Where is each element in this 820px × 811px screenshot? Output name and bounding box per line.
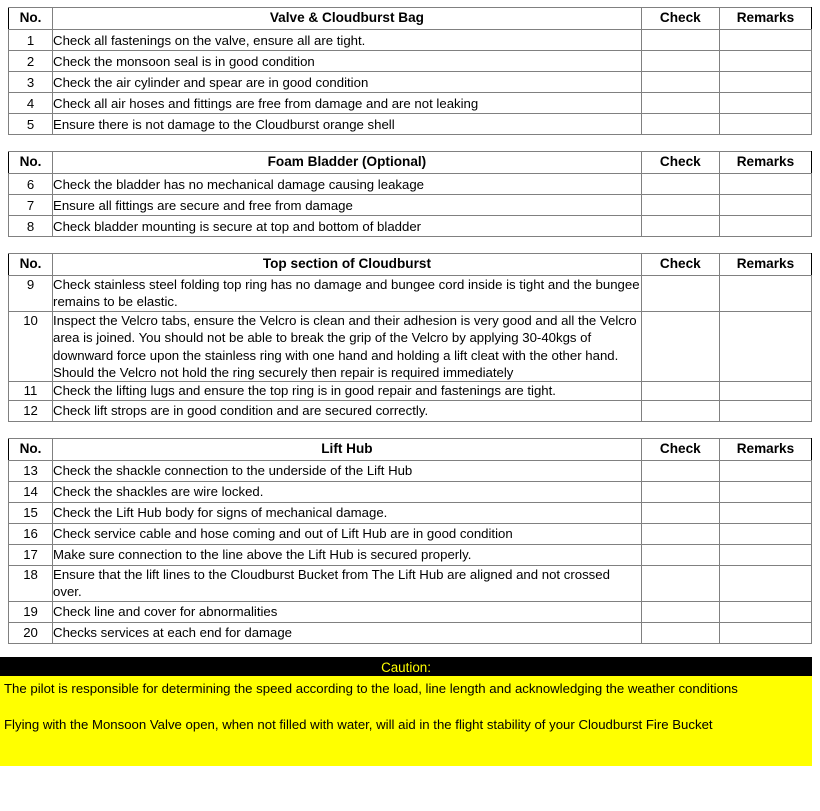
table-row xyxy=(9,502,812,523)
row-check-cell[interactable] xyxy=(641,195,719,216)
column-header-check: Check xyxy=(641,438,719,460)
caution-body xyxy=(0,676,812,766)
table-header-row xyxy=(9,152,812,174)
column-header-remarks: Remarks xyxy=(719,438,811,460)
row-check-cell[interactable] xyxy=(641,216,719,237)
table-spacer xyxy=(8,237,812,253)
caution-block xyxy=(0,657,820,766)
row-number: 20 xyxy=(9,622,53,643)
checklist-table xyxy=(8,253,812,422)
row-remarks-cell[interactable] xyxy=(719,481,811,502)
row-remarks-cell[interactable] xyxy=(719,460,811,481)
row-number: 15 xyxy=(9,502,53,523)
table-row xyxy=(9,382,812,400)
column-header-no: No. xyxy=(9,438,53,460)
column-header-check: Check xyxy=(641,152,719,174)
table-section-title: Foam Bladder (Optional) xyxy=(53,152,642,174)
column-header-no: No. xyxy=(9,254,53,276)
table-row xyxy=(9,216,812,237)
table-section-title: Top section of Cloudburst xyxy=(53,254,642,276)
row-number: 6 xyxy=(9,174,53,195)
table-row xyxy=(9,523,812,544)
table-header-row xyxy=(9,8,812,30)
table-row xyxy=(9,622,812,643)
table-row xyxy=(9,460,812,481)
table-row xyxy=(9,311,812,382)
row-remarks-cell[interactable] xyxy=(719,601,811,622)
row-remarks-cell[interactable] xyxy=(719,565,811,601)
row-check-cell[interactable] xyxy=(641,30,719,51)
row-remarks-cell[interactable] xyxy=(719,400,811,421)
column-header-remarks: Remarks xyxy=(719,8,811,30)
row-number: 8 xyxy=(9,216,53,237)
row-remarks-cell[interactable] xyxy=(719,93,811,114)
row-description: Check the air cylinder and spear are in good condition xyxy=(53,72,642,93)
row-description: Ensure there is not damage to the Cloudburst orange shell xyxy=(53,114,642,135)
table-row xyxy=(9,114,812,135)
column-header-no: No. xyxy=(9,152,53,174)
column-header-check: Check xyxy=(641,8,719,30)
row-check-cell[interactable] xyxy=(641,502,719,523)
row-number: 16 xyxy=(9,523,53,544)
table-row xyxy=(9,51,812,72)
row-number: 9 xyxy=(9,276,53,312)
row-remarks-cell[interactable] xyxy=(719,276,811,312)
row-number: 10 xyxy=(9,311,53,382)
table-row xyxy=(9,174,812,195)
row-number: 12 xyxy=(9,400,53,421)
row-check-cell[interactable] xyxy=(641,460,719,481)
row-description: Check the lifting lugs and ensure the top ring is in good repair and fastenings are tight. xyxy=(53,382,642,400)
table-row xyxy=(9,276,812,312)
row-description: Ensure all fittings are secure and free from damage xyxy=(53,195,642,216)
row-description: Check the shackles are wire locked. xyxy=(53,481,642,502)
row-description: Check stainless steel folding top ring has no damage and bungee cord inside is tight and the bungee remains to be elastic. xyxy=(53,277,640,310)
row-remarks-cell[interactable] xyxy=(719,174,811,195)
caution-paragraph-1: The pilot is responsible for determining the speed according to the load, line length and acknowledging the weather conditions xyxy=(4,680,738,696)
row-check-cell[interactable] xyxy=(641,93,719,114)
table-header-row xyxy=(9,438,812,460)
table-row xyxy=(9,565,812,601)
row-number: 18 xyxy=(9,565,53,601)
row-description: Check all air hoses and fittings are free from damage and are not leaking xyxy=(53,93,642,114)
row-number: 1 xyxy=(9,30,53,51)
caution-paragraph-2: Flying with the Monsoon Valve open, when not filled with water, will aid in the flight stability of your Cloudburst Fire Bucket xyxy=(4,717,713,733)
row-remarks-cell[interactable] xyxy=(719,114,811,135)
row-check-cell[interactable] xyxy=(641,382,719,400)
row-description: Check the bladder has no mechanical damage causing leakage xyxy=(53,174,642,195)
row-number: 19 xyxy=(9,601,53,622)
row-number: 5 xyxy=(9,114,53,135)
checklist-table xyxy=(8,438,812,644)
row-description: Ensure that the lift lines to the Cloudburst Bucket from The Lift Hub are aligned and not crossed over. xyxy=(53,565,642,601)
row-remarks-cell[interactable] xyxy=(719,311,811,382)
row-check-cell[interactable] xyxy=(641,481,719,502)
row-check-cell[interactable] xyxy=(641,174,719,195)
column-header-remarks: Remarks xyxy=(719,254,811,276)
row-check-cell[interactable] xyxy=(641,565,719,601)
table-row xyxy=(9,93,812,114)
row-description: Check service cable and hose coming and out of Lift Hub are in good condition xyxy=(53,523,642,544)
checklist-table xyxy=(8,7,812,135)
row-remarks-cell[interactable] xyxy=(719,622,811,643)
row-number: 13 xyxy=(9,460,53,481)
row-number: 17 xyxy=(9,544,53,565)
table-header-row xyxy=(9,254,812,276)
row-description: Check line and cover for abnormalities xyxy=(53,601,642,622)
row-description: Checks services at each end for damage xyxy=(53,622,642,643)
row-check-cell[interactable] xyxy=(641,311,719,382)
row-description: Check the monsoon seal is in good condition xyxy=(53,51,642,72)
row-description: Check all fastenings on the valve, ensure all are tight. xyxy=(53,30,642,51)
column-header-check: Check xyxy=(641,254,719,276)
row-remarks-cell[interactable] xyxy=(719,523,811,544)
row-check-cell[interactable] xyxy=(641,400,719,421)
caution-paragraph-spacer xyxy=(4,698,806,716)
row-description: Check the Lift Hub body for signs of mechanical damage. xyxy=(53,502,642,523)
table-row xyxy=(9,481,812,502)
row-number: 14 xyxy=(9,481,53,502)
row-remarks-cell[interactable] xyxy=(719,382,811,400)
row-check-cell[interactable] xyxy=(641,276,719,312)
row-description: Check the shackle connection to the underside of the Lift Hub xyxy=(53,460,642,481)
row-check-cell[interactable] xyxy=(641,51,719,72)
caution-heading: Caution: xyxy=(0,657,812,676)
row-remarks-cell[interactable] xyxy=(719,544,811,565)
row-check-cell[interactable] xyxy=(641,601,719,622)
row-remarks-cell[interactable] xyxy=(719,51,811,72)
row-number: 4 xyxy=(9,93,53,114)
table-row xyxy=(9,72,812,93)
table-spacer xyxy=(8,135,812,151)
table-section-title: Valve & Cloudburst Bag xyxy=(53,8,642,30)
table-row xyxy=(9,30,812,51)
row-remarks-cell[interactable] xyxy=(719,195,811,216)
table-row xyxy=(9,400,812,421)
row-check-cell[interactable] xyxy=(641,544,719,565)
row-number: 7 xyxy=(9,195,53,216)
table-row xyxy=(9,195,812,216)
row-remarks-cell[interactable] xyxy=(719,72,811,93)
table-section-title: Lift Hub xyxy=(53,438,642,460)
table-row xyxy=(9,544,812,565)
row-description: Check bladder mounting is secure at top and bottom of bladder xyxy=(53,216,642,237)
row-number: 3 xyxy=(9,72,53,93)
row-number: 11 xyxy=(9,382,53,400)
row-check-cell[interactable] xyxy=(641,72,719,93)
row-remarks-cell[interactable] xyxy=(719,216,811,237)
row-check-cell[interactable] xyxy=(641,114,719,135)
row-check-cell[interactable] xyxy=(641,523,719,544)
column-header-remarks: Remarks xyxy=(719,152,811,174)
table-spacer xyxy=(8,422,812,438)
row-remarks-cell[interactable] xyxy=(719,502,811,523)
table-row xyxy=(9,601,812,622)
row-description: Inspect the Velcro tabs, ensure the Velcro is clean and their adhesion is very good and all the Velcro area is joined. You should not be able to break the grip of the Velcro by applying 30-40kgs of downward force upon the stainless ring with one hand and holding a lift cleat with the other hand. Should the Velcro not hold the ring securely then repair is required immediately xyxy=(53,311,642,382)
row-number: 2 xyxy=(9,51,53,72)
column-header-no: No. xyxy=(9,8,53,30)
row-remarks-cell[interactable] xyxy=(719,30,811,51)
row-description: Make sure connection to the line above the Lift Hub is secured properly. xyxy=(53,544,642,565)
row-description: Check lift strops are in good condition and are secured correctly. xyxy=(53,400,642,421)
row-check-cell[interactable] xyxy=(641,622,719,643)
checklist-table xyxy=(8,151,812,237)
